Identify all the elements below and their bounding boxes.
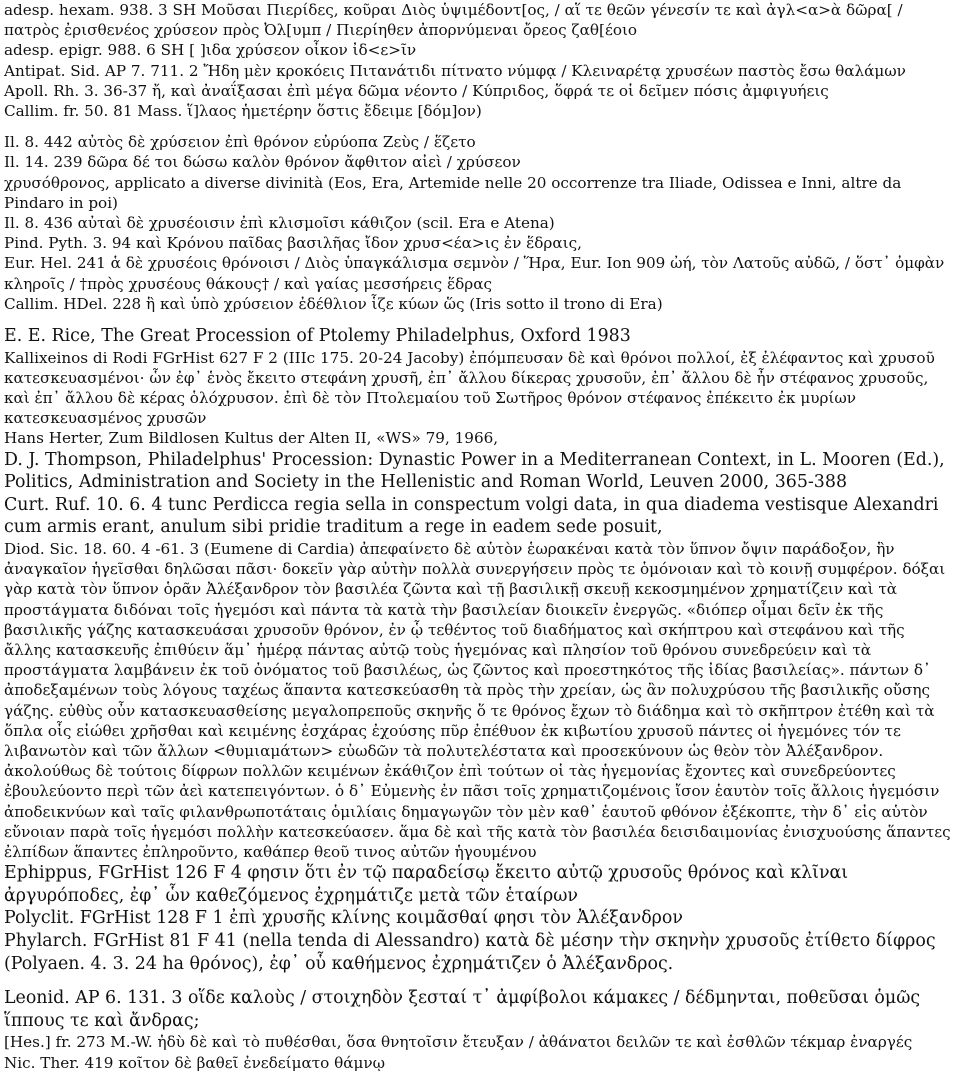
text-line: Il. 14. 239 δῶρα δέ τοι δώσω καλὸν θρόνον ἄφθιτον αἰεὶ / χρύσεον	[4, 153, 521, 172]
text-line: Il. 8. 442 αὐτὸς δὲ χρύσειον ἐπὶ θρόνον εὐρύοπα Ζεὺς / ἕζετο	[4, 133, 476, 152]
text-line: Polyclit. FGrHist 128 F 1 ἐπὶ χρυσῆς κλίνης κοιμᾶσθαί φησι τὸν Ἀλέξανδρον	[4, 908, 683, 929]
text-line: E. E. Rice, The Great Procession of Ptolemy Philadelphus, Oxford 1983	[4, 326, 631, 347]
text-line: adesp. epigr. 988. 6 SH [ ]ιδα χρύσεον οἶκον ἰδ<ε>ῖν	[4, 41, 417, 60]
spacer	[4, 121, 956, 132]
text-line: [Hes.] fr. 273 M.-W. ἡδὺ δὲ καὶ τὸ πυθέσθαι, ὅσα θνητοῖσιν ἔτευξαν / ἀθάνατοι δειλῶν τε καὶ ἐσθλῶν τέκμαρ ἐναργές	[4, 1033, 913, 1052]
text-line: Pind. Pyth. 3. 94 καὶ Κρόνου παῖδας βασιλῆας ἴδον χρυσ<έα>ις ἐν ἕδραις,	[4, 234, 582, 253]
text-line: Apoll. Rh. 3. 36-37 ἤ, καὶ ἀναΐξασαι ἐπὶ μέγα δῶμα νέοντο / Κύπριδος, ὅφρά τε οἱ δεῖμεν πόσις ἀμφιγυήεις	[4, 81, 829, 100]
text-line: Kallixeinos di Rodi FGrHist 627 F 2 (IIIc 175. 20-24 Jacoby) ἐπόμπευσαν δὲ καὶ θρόνοι πολλοί, ἐξ ἐλέφαντος καὶ χρυσοῦ κατεσκευασμένοι· ὧν ἐφ᾽ ἑνὸς ἔκειτο στεφάνη χρυσῆ, ἐπ᾽ ἄλλου δίκερας χρυσοῦν, ἐπ᾽ ἄλλου δὲ ἦν στέφανος χρυσοῦς, καὶ ἐπ᾽ ἄλλου δὲ κέρας ὁλόχρυσον. ἐπὶ δὲ τὸν Πτολεμαίου τοῦ Σωτῆρος θρόνον στέφανος ἐπέκειτο ἐκ μυρίων κατεσκευασμένος χρυσῶν	[4, 348, 935, 428]
spacer	[4, 975, 956, 987]
text-line: Hans Herter, Zum Bildlosen Kultus der Alten II, «WS» 79, 1966,	[4, 429, 499, 448]
text-line: Ephippus, FGrHist 126 F 4 φησιν ὅτι ἐν τῷ παραδείσῳ ἔκειτο αὐτῷ χρυσοῦς θρόνος καὶ κλῖναι ἀργυρόποδες, ἐφ᾽ ὧν καθεζόμενος ἐχρημάτιζε μετὰ τῶν ἑταίρων	[4, 863, 849, 906]
text-line: Diod. Sic. 18. 60. 4 -61. 3 (Eumene di Cardia) ἀπεφαίνετο δὲ αὑτὸν ἑωρακέναι κατὰ τὸν ὕπνον ὄψιν παράδοξον, ἣν ἀναγκαῖον ἡγεῖσθαι δηλῶσαι πᾶσι· δοκεῖν γὰρ αὐτὴν πολλὰ συνεργήσειν πρὸς τε ὁμόνοιαν καὶ τὸ κοινῇ συμφέρον. δόξαι γὰρ κατὰ τὸν ὕπνον ὁρᾶν Ἀλέξανδρον τὸν βασιλέα ζῶντα καὶ τῇ βασιλικῇ σκευῇ κεκοσμημένον χρηματίζειν καὶ τὰ προστάγματα διδόναι τοῖς ἡγεμόσι καὶ πάντα τὰ κατὰ τὴν βασιλείαν διοικεῖν ἐνεργῶς. «διόπερ οἶμαι δεῖν ἐκ τῆς βασιλικῆς γάζης κατασκευάσαι χρυσοῦν θρόνον, ἐν ᾧ τεθέντος τοῦ διαδήματος καὶ σκήπτρου καὶ στεφάνου καὶ τῆς ἄλλης κατασκευῆς ἐπιθύειν ἅμ᾽ ἡμέρᾳ πάντας αὐτῷ τοὺς ἡγεμόνας καὶ πλησίον τοῦ θρόνου συνεδρεύειν καὶ τὰ προστάγματα λαμβάνειν ἐκ τοῦ ὀνόματος τοῦ βασιλέως, ὡς ζῶντος καὶ προεστηκότος τῆς ἰδίας βασιλείας». πάντων δ᾽ ἀποδεξαμένων τοὺς λόγους ταχέως ἅπαντα κατεσκεύασθη τὰ πρὸς τὴν χρείαν, ὡς ἂν πολυχρύσου τῆς βασιλικῆς οὔσης γάζης. εὐθὺς οὖν κατασκευασθείσης μεγαλοπρεποῦς σκηνῆς ὅ τε θρόνος ἔχων τὸ διάδημα καὶ τὸ σκῆπτρον ἐτέθη καὶ τὰ ὅπλα οἷς εἰώθει χρῆσθαι καὶ κειμένης ἐσχάρας ἐχούσης πῦρ ἐπέθυον ἐκ κιβωτίου χρυσοῦ πάντες οἱ ἡγεμόνες τόν τε λιβανωτὸν καὶ τῶν ἄλλων <θυμιαμάτων> εὐωδῶν τὰ πολυτελέστατα καὶ προσεκύνουν ὡς θεὸν τὸν Ἀλέξανδρον. ἀκολούθως δὲ τούτοις δίφρων πολλῶν κειμένων ἐκάθιζον ἐπὶ τούτων οἱ τὰς ἡγεμονίας ἔχοντες καὶ συνεδρεύοντες ἐβουλεύοντο περὶ τῶν ἀεὶ κατεπειγόντων. ὁ δ᾽ Εὐμενὴς ἐν πᾶσι τοῖς χρηματιζομένοις ἴσον ἑαυτὸν τοῖς ἄλλοις ἡγεμόσιν ἀποδεικνύων καὶ ταῖς φιλανθρωποτάταις ὁμιλίαις δημαγωγῶν τὸν μὲν καθ᾽ ἑαυτοῦ φθόνον ἐξέκοπτε, τὴν δ᾽ εἰς αὑτὸν εὔνοιαν παρὰ τοῖς ἡγεμόσι πολλὴν κατεσκεύασεν. ἅμα δὲ καὶ τῆς κατὰ τὸν βασιλέα δεισιδαιμονίας ἐνισχυούσης ἅπαντες ἐλπίδων ἅπαντες ἐπληροῦντο, καθάπερ θεοῦ τινος αὐτῶν ἡγουμένου	[4, 540, 951, 862]
text-line: Callim. fr. 50. 81 Mass. ἵ]λαος ἡμετέρην ὅστις ἔδειμε [δόμ]ον)	[4, 102, 482, 121]
text-line: Nic. Ther. 419 κοῖτον δὲ βαθεῖ ἐνεδείματο θάμνῳ	[4, 1053, 386, 1072]
text-line: D. J. Thompson, Philadelphus' Procession: Dynastic Power in a Mediterranean Context, in L. Mooren (Ed.), Politics, Administration and Society in the Hellenistic and Roman World, Leuven 2000, 365-388	[4, 449, 945, 493]
text-line: adesp. hexam. 938. 3 SH Μοῦσαι Πιερίδες, κοῦραι Διὸς ὑψιμέδοντ[ος, / αἵ τε θεῶν γένεσίν τε καὶ ἀγλ<α>ὰ δῶρα[ / πατρὸς ἐρισθενέος χρύσεον πρὸς Ὀλ[υμπ / Πιερίηθεν ἀπορνύμεναι ὄρεος ζαθ[έοιο	[4, 1, 903, 40]
text-line: Curt. Ruf. 10. 6. 4 tunc Perdicca regia sella in conspectum volgi data, in qua diadema vestisque Alexandri cum armis erant, anulum sibi pridie traditum a rege in eadem sede posuit,	[4, 494, 939, 538]
text-line: Antipat. Sid. AP 7. 711. 2 Ἤδη μὲν κροκόεις Πιτανάτιδι πίτνατο νύμφᾳ / Κλειναρέτᾳ χρυσέων παστὸς ἔσω θαλάμων	[4, 61, 906, 80]
text-line: Callim. HDel. 228 ἣ καὶ ὑπὸ χρύσειον ἐδέθλιον ἷζε κύων ὥς (Iris sotto il trono di Era)	[4, 294, 663, 313]
text-line: Eur. Hel. 241 ἁ δὲ χρυσέοις θρόνοισι / Διὸς ὑπαγκάλισμα σεμνὸν / Ἥρα, Eur. Ion 909 ὠή, τὸν Λατοῦς αὐδῶ, / ὅστ᾽ ὀμφὰν κληροῖς / †πρὸς χρυσέους θάκους† / καὶ γαίας μεσσήρεις ἕδρας	[4, 254, 945, 293]
text-line: Il. 8. 436 αὐταὶ δὲ χρυσέοισιν ἐπὶ κλισμοῖσι κάθιζον (scil. Era e Atena)	[4, 214, 555, 233]
text-line: Leonid. AP 6. 131. 3 οἵδε καλοὺς / στοιχηδὸν ξεσταί τ᾽ ἀμφίβολοι κάμακες / δέδμηνται, ποθεῦσαι ὁμῶς ἵππους τε καὶ ἄνδρας;	[4, 988, 921, 1031]
text-line: χρυσόθρονος, applicato a diverse divinità (Eos, Era, Artemide nelle 20 occorrenze tra Iliade, Odissea e Inni, altre da Pindaro in poi)	[4, 173, 902, 212]
text-line: Phylarch. FGrHist 81 F 41 (nella tenda di Alessandro) κατὰ δὲ μέσην τὴν σκηνὴν χρυσοῦς ἐτίθετο δίφρος (Polyaen. 4. 3. 24 ha θρόνος), ἐφ᾽ οὗ καθήμενος ἐχρημάτιζεν ὁ Ἀλέξανδρος.	[4, 931, 936, 974]
spacer	[4, 314, 956, 325]
